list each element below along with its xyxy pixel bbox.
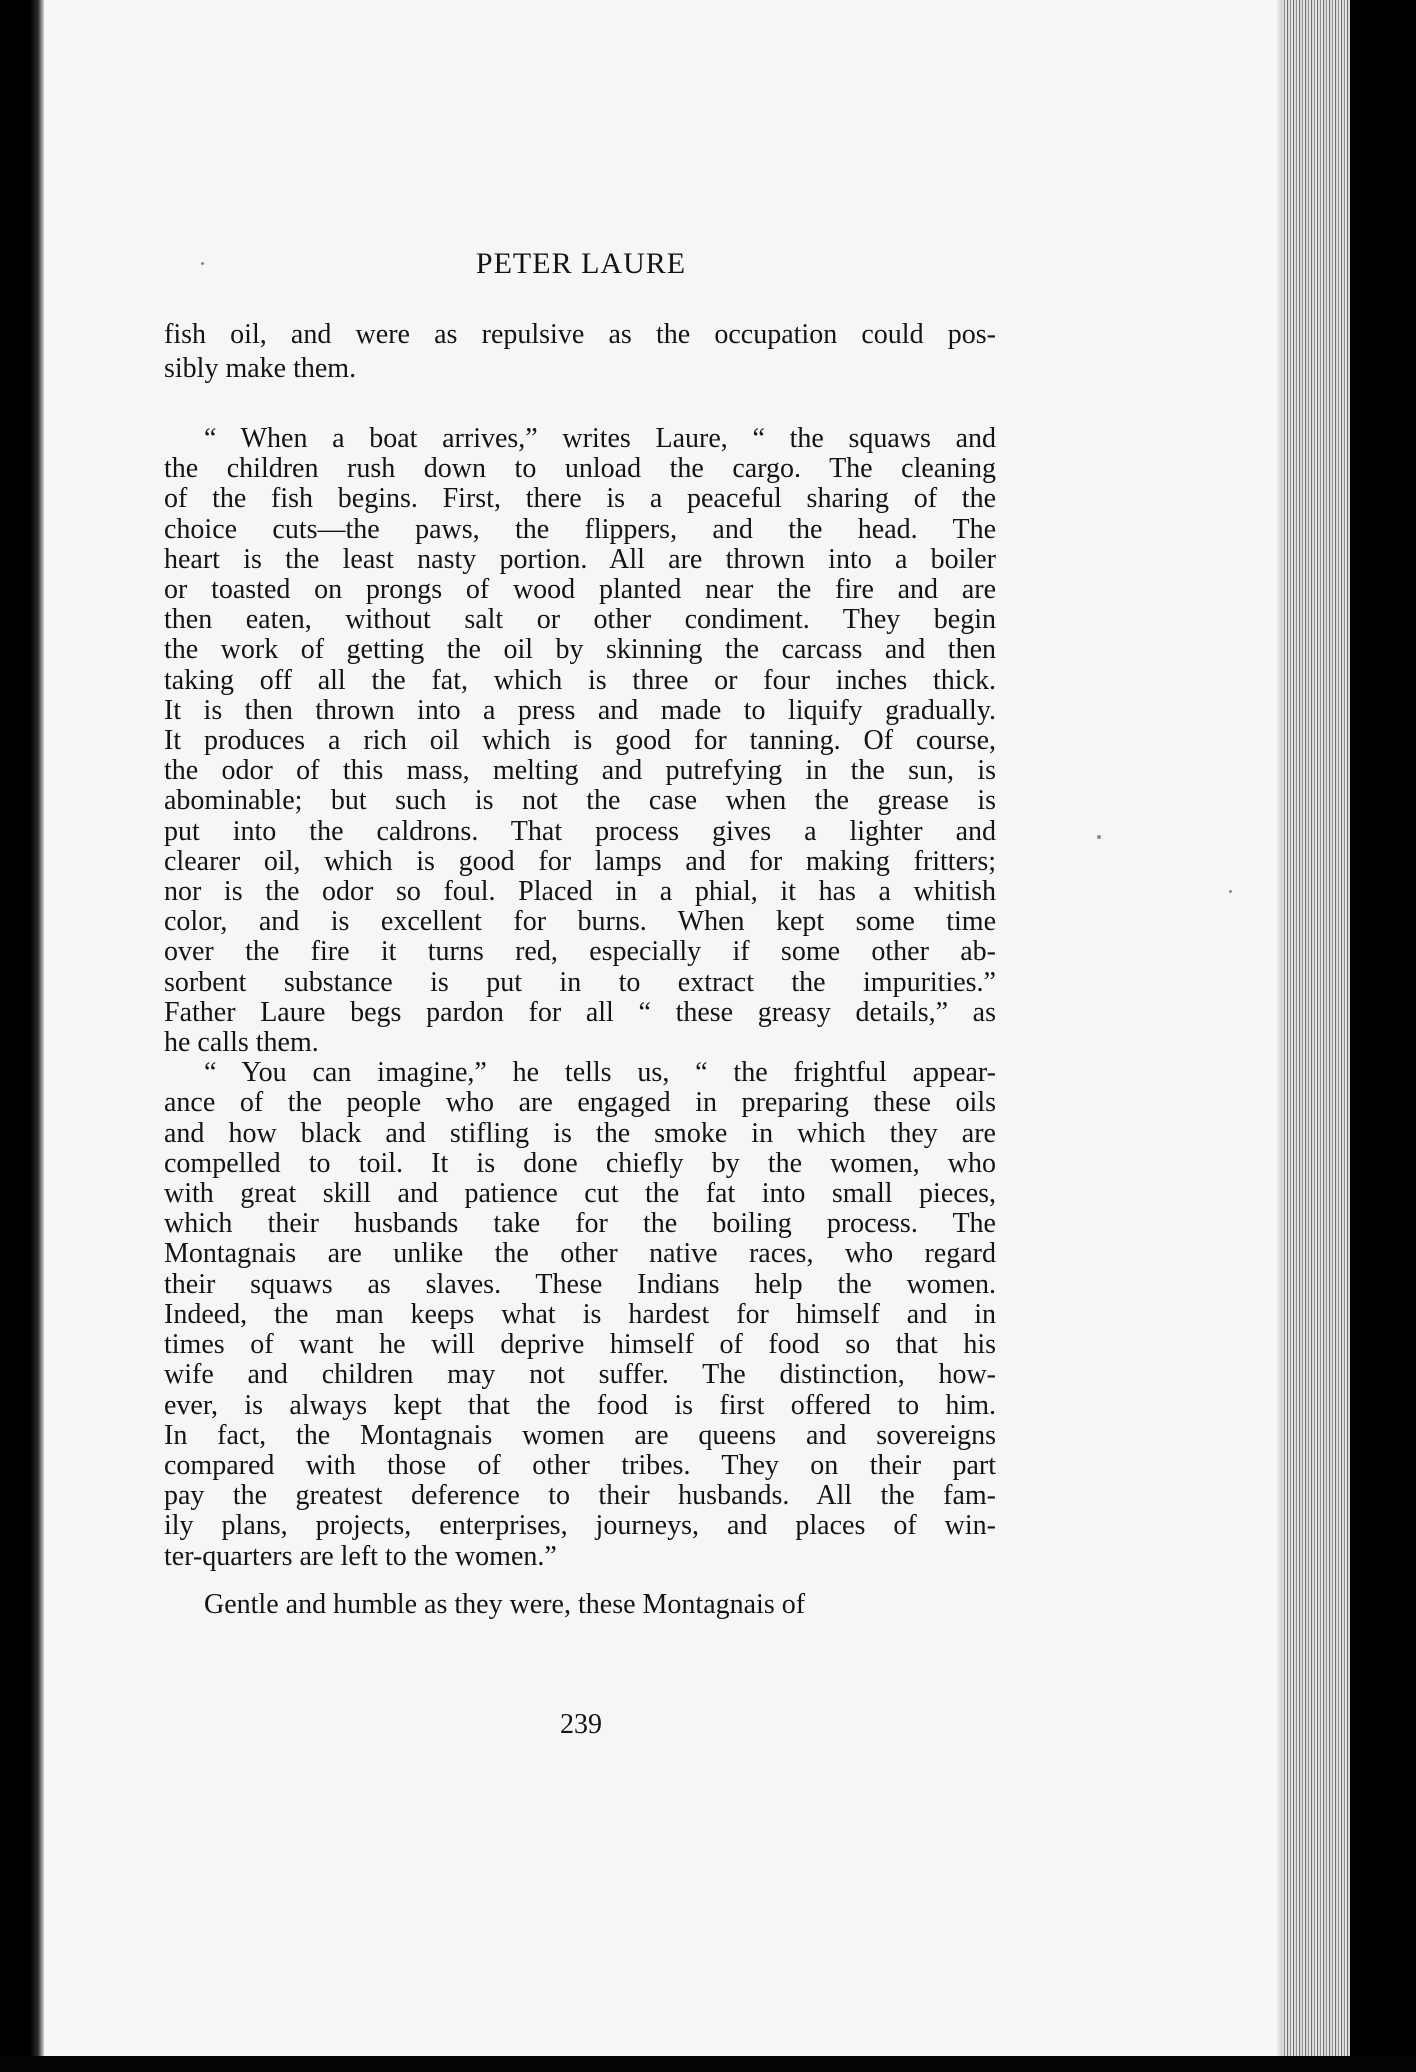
page-edges xyxy=(1276,0,1350,2056)
text-line: taking off all the fat, which is three or four inches thick. xyxy=(164,664,996,696)
text-line: sibly make them. xyxy=(164,353,357,384)
quote-block xyxy=(164,424,996,1572)
text-line: It is then thrown into a press and made to liquify gradually. xyxy=(164,694,996,726)
text-line: or toasted on prongs of wood planted near the fire and are xyxy=(164,574,996,606)
text-line: Montagnais are unlike the other native races, who regard xyxy=(164,1238,996,1270)
text-line: Indeed, the man keeps what is hardest for himself and in xyxy=(164,1298,996,1330)
text-line: heart is the least nasty portion. All are thrown into a boiler xyxy=(164,543,996,575)
page-number: 239 xyxy=(560,1709,602,1740)
text-line: over the fire it turns red, especially if some other ab- xyxy=(164,936,996,968)
text-line: then eaten, without salt or other condiment. They begin xyxy=(164,604,996,636)
text-line: of the fish begins. First, there is a peaceful sharing of the xyxy=(164,483,996,515)
text-line: Father Laure begs pardon for all “ these greasy details,” as xyxy=(164,996,996,1028)
text-line: sorbent substance is put in to extract the impurities.” xyxy=(164,966,996,998)
text-line: “ When a boat arrives,” writes Laure, “ the squaws and xyxy=(204,423,996,454)
text-line: he calls them. xyxy=(164,1027,319,1059)
paragraph-3 xyxy=(164,1058,996,1571)
text-line: abominable; but such is not the case when the grease is xyxy=(164,785,996,817)
text-line: It produces a rich oil which is good for tanning. Of course, xyxy=(164,725,996,757)
text-line: pay the greatest deference to their husbands. All the fam- xyxy=(164,1480,996,1512)
text-line: compared with those of other tribes. They on their part xyxy=(164,1449,996,1481)
text-line: fish oil, and were as repulsive as the occupation could pos- xyxy=(164,319,996,350)
text-line: Gentle and humble as they were, these Montagnais of xyxy=(204,1588,806,1620)
text-line: color, and is excellent for burns. When kept some time xyxy=(164,906,996,938)
page-body xyxy=(164,318,996,1622)
text-line: wife and children may not suffer. The distinction, how- xyxy=(164,1359,996,1391)
text-line: with great skill and patience cut the fat into small pieces, xyxy=(164,1178,996,1210)
scan-border-bottom xyxy=(0,2056,1416,2072)
scan-speck xyxy=(1097,835,1101,839)
text-line: which their husbands take for the boiling process. The xyxy=(164,1208,996,1240)
text-line: choice cuts—the paws, the flippers, and the head. The xyxy=(164,513,996,545)
text-line: the work of getting the oil by skinning the carcass and then xyxy=(164,634,996,666)
text-line: In fact, the Montagnais women are queens and sovereigns xyxy=(164,1419,996,1451)
text-line: ance of the people who are engaged in preparing these oils xyxy=(164,1087,996,1119)
text-line: put into the caldrons. That process gives a lighter and xyxy=(164,815,996,847)
paragraph-1 xyxy=(164,318,996,386)
text-line: and how black and stifling is the smoke in which they are xyxy=(164,1117,996,1149)
scan-border-right xyxy=(1350,0,1416,2072)
paragraph-2 xyxy=(164,424,996,1058)
text-line: nor is the odor so foul. Placed in a phial, it has a whitish xyxy=(164,876,996,908)
text-line: their squaws as slaves. These Indians help the women. xyxy=(164,1268,996,1300)
text-line: ever, is always kept that the food is first offered to him. xyxy=(164,1389,996,1421)
text-line: compelled to toil. It is done chiefly by the women, who xyxy=(164,1147,996,1179)
text-line: ter-quarters are left to the women.” xyxy=(164,1540,557,1572)
text-line: clearer oil, which is good for lamps and for making fritters; xyxy=(164,845,996,877)
text-line: times of want he will deprive himself of food so that his xyxy=(164,1329,996,1361)
paragraph-4 xyxy=(164,1588,996,1622)
scan-border-left xyxy=(0,0,44,2072)
text-line: the children rush down to unload the cargo. The cleaning xyxy=(164,453,996,485)
text-line: the odor of this mass, melting and putrefying in the sun, is xyxy=(164,755,996,787)
text-line: ily plans, projects, enterprises, journeys, and places of win- xyxy=(164,1510,996,1542)
scan-speck xyxy=(1229,890,1232,893)
running-head: PETER LAURE xyxy=(475,247,687,280)
text-line: “ You can imagine,” he tells us, “ the frightful appear- xyxy=(204,1057,996,1089)
